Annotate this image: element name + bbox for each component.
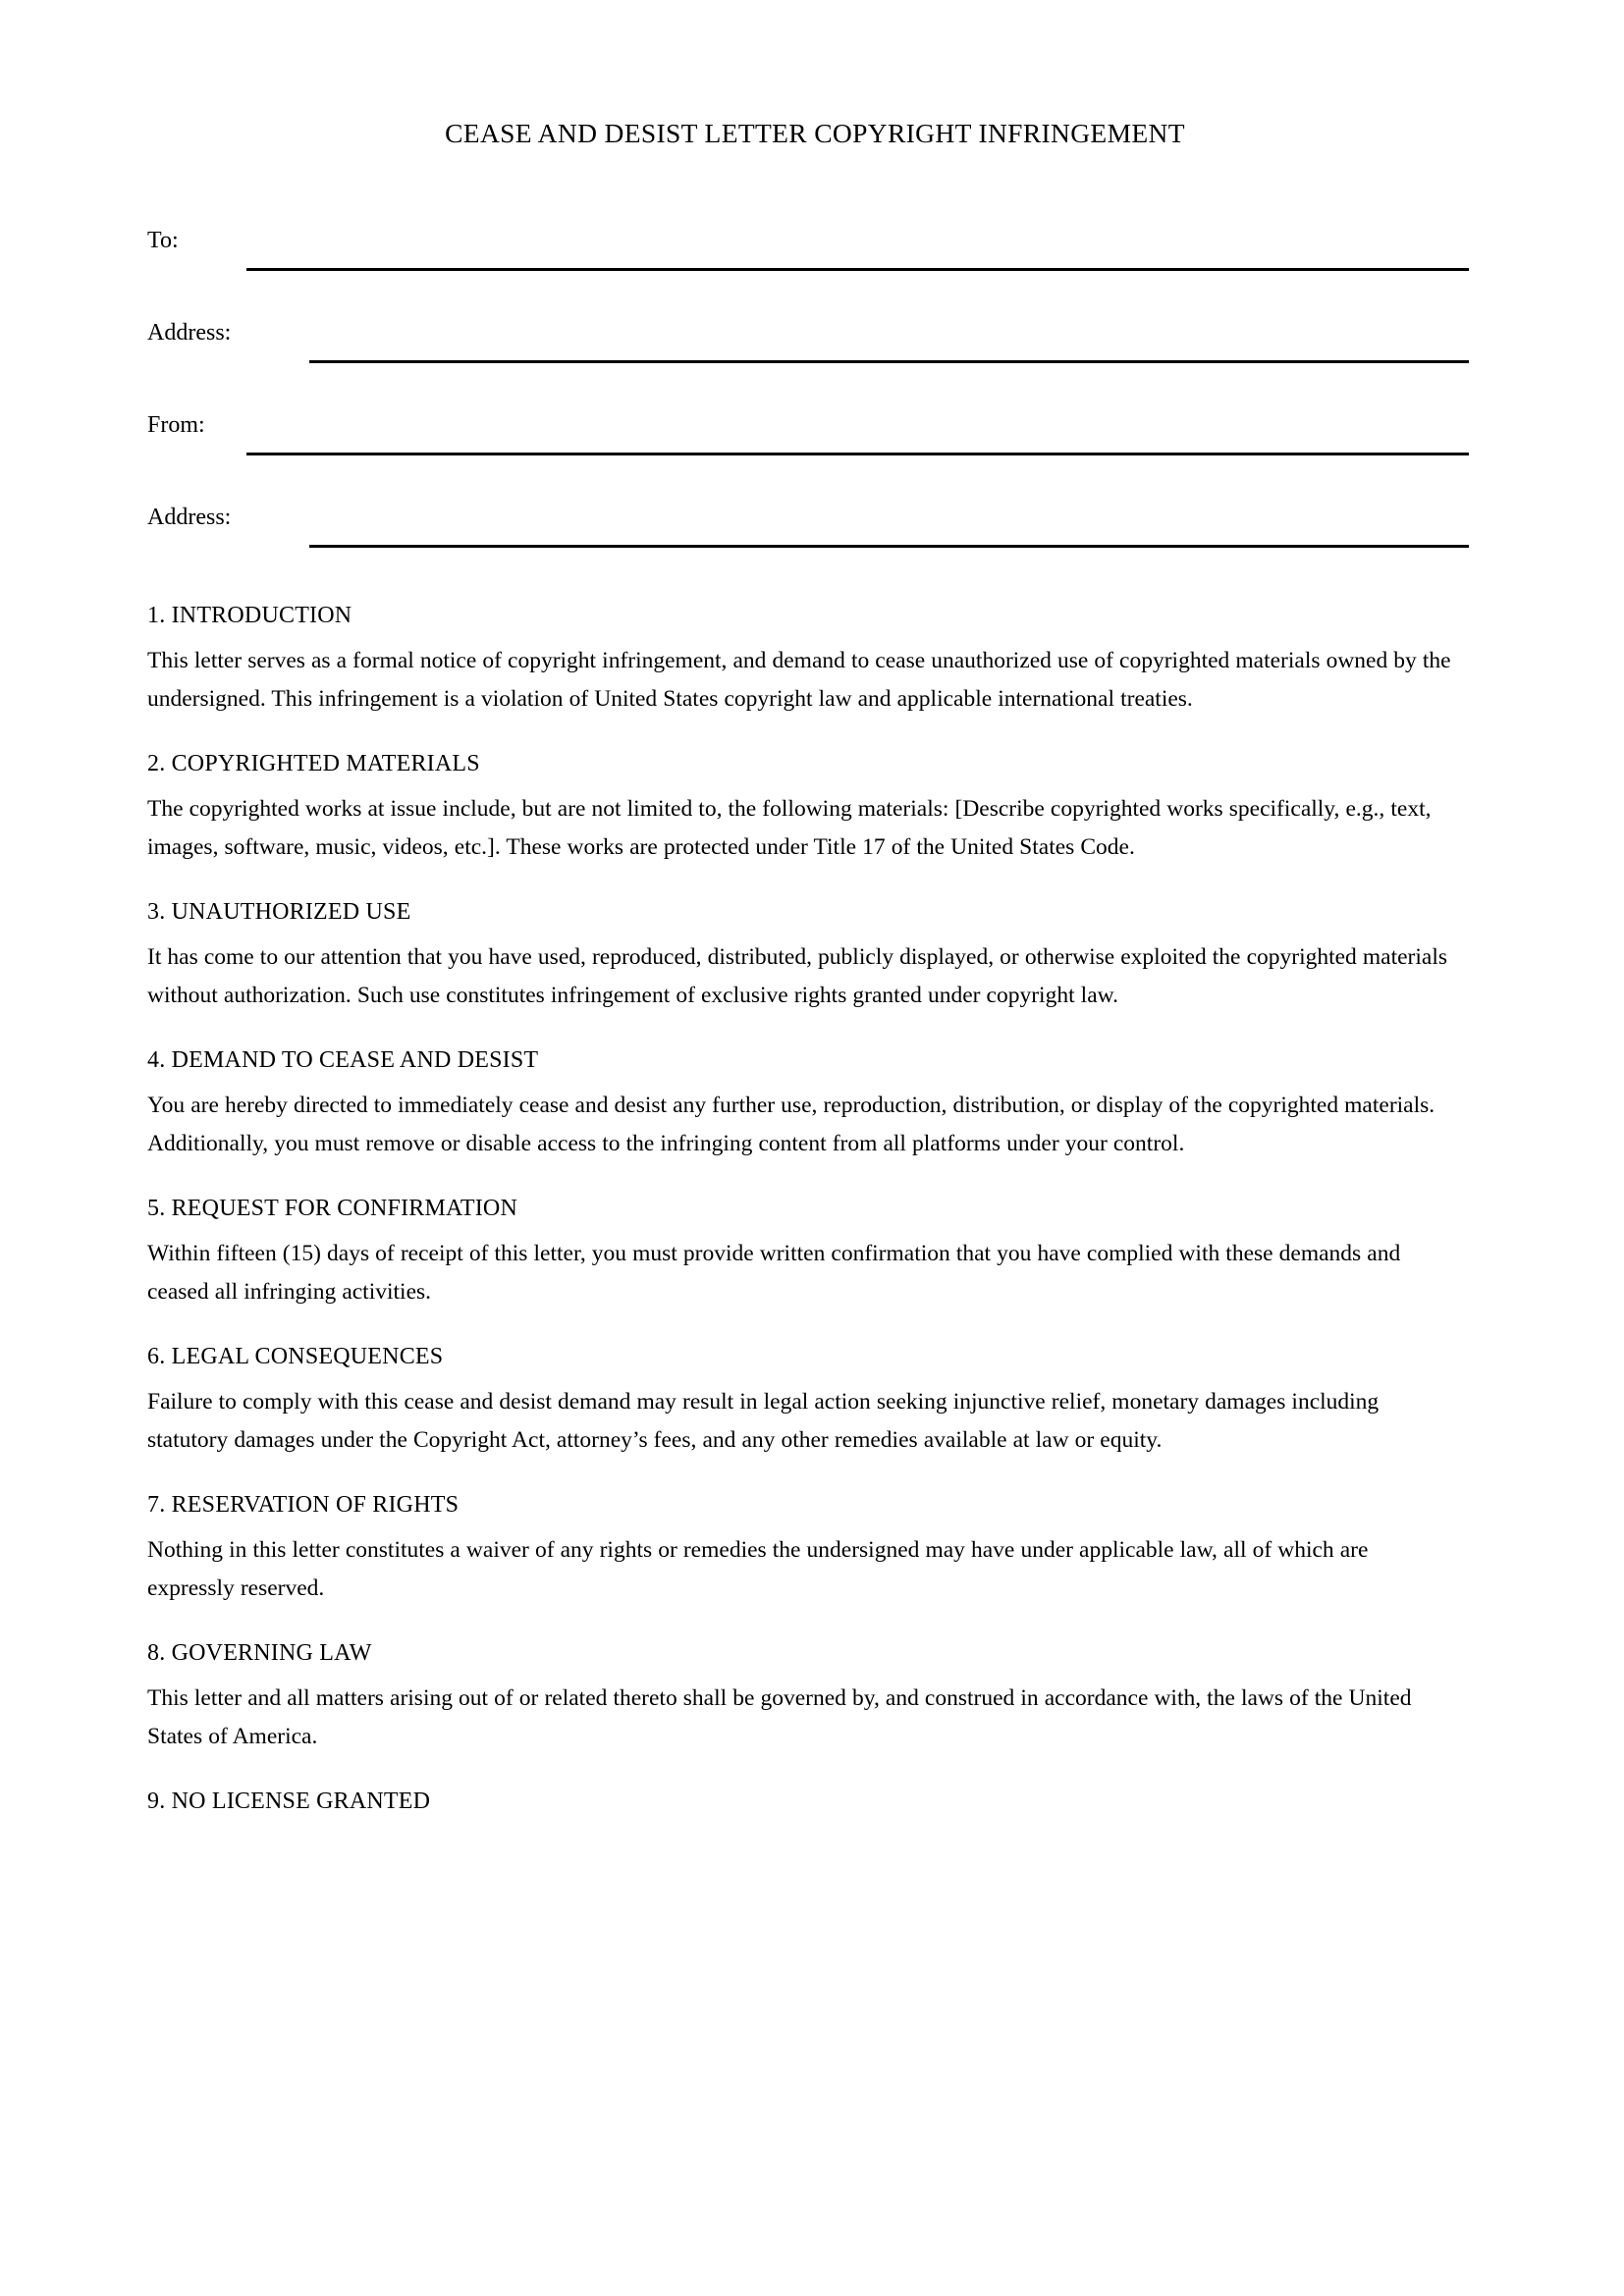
form-field-label: From: <box>147 412 205 438</box>
document-section <box>147 1043 1455 1162</box>
form-field-row <box>0 226 1624 318</box>
recipient-sender-form <box>0 226 1624 595</box>
section-heading: 3. UNAUTHORIZED USE <box>147 899 411 925</box>
form-field-row <box>0 410 1624 503</box>
form-field-input-line[interactable] <box>309 545 1469 548</box>
form-field-row <box>0 318 1624 410</box>
section-body-text: The copyrighted works at issue include, but are not limited to, the following materials: [Describe copyrighted works specifically, e.g., text, images, software, music, videos, etc.]. These works are protected under Title 17 of the United States Code. <box>147 796 1432 860</box>
document-section <box>147 599 1455 718</box>
document-section <box>147 1340 1455 1459</box>
section-heading: 6. LEGAL CONSEQUENCES <box>147 1344 444 1369</box>
section-heading: 4. DEMAND TO CEASE AND DESIST <box>147 1047 539 1073</box>
section-body-text: Nothing in this letter constitutes a waiver of any rights or remedies the undersigned may have under applicable law, all of which are expressly reserved. <box>147 1537 1369 1601</box>
document-section <box>147 747 1455 866</box>
section-body-text: This letter serves as a formal notice of copyright infringement, and demand to cease unauthorized use of copyrighted materials owned by the undersigned. This infringement is a violation of United States copyright law and applicable international treaties. <box>147 648 1451 712</box>
form-field-label: Address: <box>147 320 232 346</box>
document-section <box>147 1192 1455 1310</box>
form-field-label: Address: <box>147 505 232 530</box>
document-section <box>147 1785 1455 1818</box>
section-heading: 2. COPYRIGHTED MATERIALS <box>147 751 480 776</box>
section-heading: 9. NO LICENSE GRANTED <box>147 1789 431 1814</box>
document-section <box>147 895 1455 1014</box>
form-field-row <box>0 503 1624 595</box>
section-body-text: It has come to our attention that you have used, reproduced, distributed, publicly displayed, or otherwise exploited the copyrighted materials without authorization. Such use constitutes infringement of exclusive rights granted under copyright law. <box>147 944 1448 1008</box>
form-field-input-line[interactable] <box>246 268 1469 271</box>
page-title: CEASE AND DESIST LETTER COPYRIGHT INFRINGEMENT <box>445 118 1185 148</box>
form-field-input-line[interactable] <box>309 360 1469 363</box>
section-heading: 7. RESERVATION OF RIGHTS <box>147 1492 460 1518</box>
section-heading: 8. GOVERNING LAW <box>147 1640 372 1666</box>
section-heading: 1. INTRODUCTION <box>147 603 352 628</box>
document-sections <box>147 599 1455 1828</box>
form-field-input-line[interactable] <box>246 453 1469 455</box>
section-body-text: This letter and all matters arising out of or related thereto shall be governed by, and construed in accordance with, the laws of the United States of America. <box>147 1685 1412 1749</box>
form-field-label: To: <box>147 228 179 253</box>
section-body-text: Failure to comply with this cease and desist demand may result in legal action seeking injunctive relief, monetary damages including statutory damages under the Copyright Act, attorney’s fees, and any other remedies available at law or equity. <box>147 1389 1380 1453</box>
document-section <box>147 1488 1455 1607</box>
section-body-text: Within fifteen (15) days of receipt of this letter, you must provide written confirmation that you have complied with these demands and ceased all infringing activities. <box>147 1241 1401 1305</box>
section-body-text: You are hereby directed to immediately cease and desist any further use, reproduction, distribution, or display of the copyrighted materials. Additionally, you must remove or disable access to the infringing content from all platforms under your control. <box>147 1093 1435 1156</box>
document-section <box>147 1636 1455 1755</box>
section-heading: 5. REQUEST FOR CONFIRMATION <box>147 1196 518 1221</box>
